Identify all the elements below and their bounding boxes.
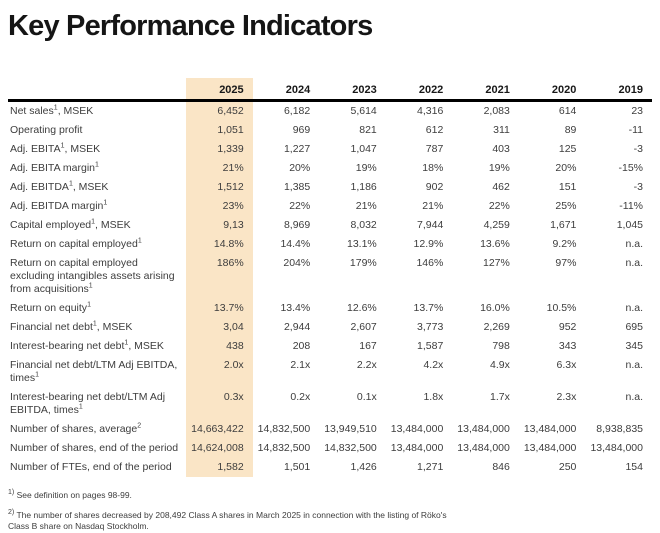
footnote-2-marker: 2) bbox=[8, 508, 15, 516]
row-label: Adj. EBITA$^1$, MSEK bbox=[10, 142, 101, 155]
cell-2020: 10.5% bbox=[546, 302, 577, 314]
footnote-reference: 1 bbox=[91, 218, 96, 226]
column-header-2024: 2024 bbox=[253, 78, 320, 101]
cell-2023: 13.1% bbox=[346, 238, 377, 250]
footnote-1-marker: 1) bbox=[8, 489, 15, 497]
table-row bbox=[8, 254, 652, 299]
cell-2022: 4.2x bbox=[423, 359, 444, 371]
row-label: Number of shares, end of the period bbox=[10, 442, 179, 454]
cell-2023: 167 bbox=[359, 340, 377, 352]
cell-2023: 13,949,510 bbox=[324, 423, 377, 435]
cell-2022: 18% bbox=[422, 162, 444, 174]
cell-2019: -3 bbox=[633, 181, 643, 193]
footnote-reference: 1 bbox=[60, 142, 65, 150]
cell-2019: n.a. bbox=[625, 391, 643, 403]
cell-2024: 1,501 bbox=[283, 461, 311, 473]
row-label: Net sales$^1$, MSEK bbox=[10, 104, 94, 117]
table-row bbox=[8, 178, 652, 197]
cell-2022: 787 bbox=[425, 143, 444, 155]
cell-2019: -11% bbox=[619, 200, 643, 212]
cell-2024: 208 bbox=[292, 340, 311, 352]
cell-2019: 23 bbox=[631, 105, 643, 117]
cell-2024: 6,182 bbox=[283, 105, 311, 117]
footnote-reference: 1 bbox=[35, 371, 39, 379]
footnotes bbox=[8, 490, 652, 533]
row-label: Financial net debt$^1$, MSEK bbox=[10, 320, 133, 333]
cell-2024: 22% bbox=[289, 200, 311, 212]
cell-2021: 4.9x bbox=[490, 359, 510, 371]
cell-2025: 2.0x bbox=[186, 356, 253, 388]
cell-2021: 403 bbox=[492, 143, 510, 155]
cell-2019: n.a. bbox=[625, 359, 643, 371]
cell-2024: 2.1x bbox=[290, 359, 311, 371]
cell-2022: 13,484,000 bbox=[390, 442, 444, 454]
cell-2025: 0.3x bbox=[186, 388, 253, 420]
cell-2024: 14,832,500 bbox=[257, 423, 311, 435]
row-label: Adj. EBITA margin$^1$ bbox=[10, 161, 99, 174]
cell-2020: 250 bbox=[558, 461, 577, 473]
cell-2025: 1,512 bbox=[186, 178, 253, 197]
cell-2019: -11 bbox=[628, 124, 643, 136]
table-row bbox=[8, 318, 652, 337]
cell-2019: 154 bbox=[625, 461, 643, 473]
cell-2022: 1.8x bbox=[423, 391, 444, 403]
cell-2022: 21% bbox=[422, 200, 444, 212]
cell-2024: 14,832,500 bbox=[257, 442, 311, 454]
table-header-row bbox=[8, 78, 652, 101]
cell-2021: 4,259 bbox=[483, 219, 510, 231]
cell-2025: 1,051 bbox=[186, 121, 253, 140]
cell-2019: n.a. bbox=[625, 302, 643, 314]
cell-2021: 846 bbox=[492, 461, 510, 473]
row-label: Return on equity$^1$ bbox=[10, 301, 91, 314]
cell-2023: 14,832,500 bbox=[324, 442, 377, 454]
row-label: Number of FTEs, end of the period bbox=[10, 461, 172, 473]
cell-2024: 20% bbox=[289, 162, 311, 174]
cell-2019: -3 bbox=[633, 143, 643, 155]
footnote-reference: 1 bbox=[124, 339, 129, 347]
cell-2021: 798 bbox=[492, 340, 510, 352]
cell-2025: 438 bbox=[186, 337, 253, 356]
footnote-reference: 1 bbox=[53, 104, 58, 112]
cell-2019: n.a. bbox=[625, 238, 643, 250]
cell-2024: 0.2x bbox=[290, 391, 311, 403]
table-row bbox=[8, 439, 652, 458]
cell-2020: 614 bbox=[558, 105, 577, 117]
row-label: Interest-bearing net debt/LTM Adj EBITDA, times$^1$ bbox=[10, 391, 166, 416]
cell-2019: 8,938,835 bbox=[596, 423, 643, 435]
cell-2022: 3,773 bbox=[417, 321, 444, 333]
table-row bbox=[8, 420, 652, 439]
page-title: Key Performance Indicators bbox=[8, 10, 373, 42]
cell-2019: -15% bbox=[618, 162, 643, 174]
cell-2023: 5,614 bbox=[350, 105, 377, 117]
cell-2022: 1,587 bbox=[417, 340, 444, 352]
cell-2021: 311 bbox=[493, 124, 510, 136]
footnote-2 bbox=[8, 510, 454, 533]
cell-2020: 2.3x bbox=[556, 391, 577, 403]
cell-2020: 25% bbox=[555, 200, 577, 212]
cell-2024: 1,227 bbox=[283, 143, 311, 155]
cell-2021: 127% bbox=[483, 257, 510, 269]
table-row bbox=[8, 159, 652, 178]
table-row bbox=[8, 299, 652, 318]
kpi-table bbox=[8, 78, 652, 477]
cell-2020: 89 bbox=[564, 124, 577, 136]
cell-2020: 97% bbox=[555, 257, 577, 269]
cell-2025: 14,663,422 bbox=[186, 420, 253, 439]
cell-2023: 12.6% bbox=[346, 302, 377, 314]
footnote-reference: 1 bbox=[78, 403, 83, 411]
footnote-reference: 1 bbox=[103, 199, 108, 207]
cell-2022: 4,316 bbox=[417, 105, 444, 117]
cell-2024: 204% bbox=[283, 257, 311, 269]
cell-2024: 1,385 bbox=[283, 181, 311, 193]
cell-2025: 13.7% bbox=[186, 299, 253, 318]
cell-2020: 952 bbox=[558, 321, 577, 333]
cell-2024: 2,944 bbox=[283, 321, 311, 333]
footnote-2-text: The number of shares decreased by 208,492 Class A shares in March 2025 in connection with the listing of Röko's Class B share on Nasdaq Stockholm. bbox=[8, 509, 447, 531]
cell-2021: 16.0% bbox=[480, 302, 510, 314]
row-label: Adj. EBITDA margin$^1$ bbox=[10, 199, 108, 212]
table-row bbox=[8, 140, 652, 159]
table-row bbox=[8, 121, 652, 140]
cell-2021: 2,269 bbox=[483, 321, 510, 333]
column-header-2023: 2023 bbox=[319, 78, 386, 101]
footnote-reference: 1 bbox=[68, 180, 73, 188]
cell-2023: 19% bbox=[355, 162, 377, 174]
cell-2025: 9,13 bbox=[186, 216, 253, 235]
cell-2022: 12.9% bbox=[413, 238, 444, 250]
cell-2019: 13,484,000 bbox=[590, 442, 643, 454]
cell-2024: 13.4% bbox=[280, 302, 311, 314]
cell-2022: 13,484,000 bbox=[390, 423, 444, 435]
column-header-metric bbox=[8, 78, 186, 101]
column-header-2020: 2020 bbox=[519, 78, 586, 101]
footnote-reference: 2 bbox=[137, 422, 142, 430]
table-row bbox=[8, 197, 652, 216]
cell-2021: 2,083 bbox=[483, 105, 510, 117]
cell-2022: 1,271 bbox=[417, 461, 444, 473]
kpi-table-body bbox=[8, 101, 652, 478]
cell-2021: 22% bbox=[488, 200, 510, 212]
row-label: Return on capital employed$^1$ bbox=[10, 237, 142, 250]
row-label: Interest-bearing net debt$^1$, MSEK bbox=[10, 339, 164, 352]
cell-2019: 1,045 bbox=[616, 219, 643, 231]
cell-2023: 821 bbox=[359, 124, 377, 136]
table-row bbox=[8, 235, 652, 254]
cell-2020: 1,671 bbox=[550, 219, 577, 231]
cell-2022: 902 bbox=[425, 181, 444, 193]
cell-2023: 1,186 bbox=[350, 181, 377, 193]
cell-2021: 19% bbox=[488, 162, 510, 174]
row-label: Number of shares, average$^2$ bbox=[10, 422, 142, 435]
cell-2023: 1,047 bbox=[350, 143, 377, 155]
cell-2019: 345 bbox=[625, 340, 643, 352]
cell-2022: 13.7% bbox=[413, 302, 444, 314]
cell-2019: n.a. bbox=[625, 257, 643, 269]
cell-2025: 6,452 bbox=[186, 101, 253, 122]
row-label: Operating profit bbox=[10, 124, 83, 136]
cell-2020: 151 bbox=[558, 181, 577, 193]
table-row bbox=[8, 337, 652, 356]
cell-2020: 13,484,000 bbox=[523, 442, 577, 454]
cell-2025: 1,339 bbox=[186, 140, 253, 159]
table-row bbox=[8, 458, 652, 477]
cell-2025: 3,04 bbox=[186, 318, 253, 337]
footnote-reference: 1 bbox=[87, 301, 91, 309]
table-row bbox=[8, 356, 652, 388]
row-label: Financial net debt/LTM Adj EBITDA, times$^1$ bbox=[10, 359, 178, 384]
cell-2023: 8,032 bbox=[350, 219, 377, 231]
row-label: Return on capital employed excluding intangibles assets arising from acquisitions$^1$ bbox=[10, 257, 175, 295]
cell-2023: 21% bbox=[355, 200, 377, 212]
cell-2020: 6.3x bbox=[556, 359, 577, 371]
cell-2023: 2.2x bbox=[356, 359, 377, 371]
cell-2019: 695 bbox=[625, 321, 643, 333]
cell-2025: 21% bbox=[186, 159, 253, 178]
table-row bbox=[8, 101, 652, 122]
cell-2024: 14.4% bbox=[280, 238, 311, 250]
cell-2025: 14,624,008 bbox=[186, 439, 253, 458]
column-header-2025: 2025 bbox=[186, 78, 253, 101]
cell-2022: 146% bbox=[416, 257, 444, 269]
cell-2020: 13,484,000 bbox=[523, 423, 577, 435]
cell-2021: 462 bbox=[492, 181, 510, 193]
cell-2021: 13.6% bbox=[480, 238, 510, 250]
cell-2023: 2,607 bbox=[350, 321, 377, 333]
row-label: Adj. EBITDA$^1$, MSEK bbox=[10, 180, 109, 193]
cell-2021: 13,484,000 bbox=[457, 442, 510, 454]
column-header-2022: 2022 bbox=[386, 78, 453, 101]
footnote-reference: 1 bbox=[95, 161, 99, 169]
table-row bbox=[8, 216, 652, 235]
column-header-2021: 2021 bbox=[452, 78, 519, 101]
cell-2022: 7,944 bbox=[417, 219, 444, 231]
cell-2023: 179% bbox=[349, 257, 377, 269]
cell-2024: 969 bbox=[292, 124, 311, 136]
cell-2025: 14.8% bbox=[186, 235, 253, 254]
cell-2021: 1.7x bbox=[490, 391, 510, 403]
column-header-2019: 2019 bbox=[585, 78, 652, 101]
cell-2024: 8,969 bbox=[283, 219, 311, 231]
cell-2025: 186% bbox=[186, 254, 253, 299]
cell-2025: 23% bbox=[186, 197, 253, 216]
row-label: Capital employed$^1$, MSEK bbox=[10, 218, 131, 231]
cell-2020: 9.2% bbox=[552, 238, 577, 250]
cell-2020: 343 bbox=[558, 340, 577, 352]
cell-2023: 0.1x bbox=[356, 391, 377, 403]
cell-2023: 1,426 bbox=[350, 461, 377, 473]
footnote-reference: 1 bbox=[137, 237, 142, 245]
cell-2020: 125 bbox=[558, 143, 577, 155]
cell-2020: 20% bbox=[555, 162, 577, 174]
footnote-reference: 1 bbox=[92, 320, 97, 328]
table-row bbox=[8, 388, 652, 420]
cell-2022: 612 bbox=[425, 124, 444, 136]
cell-2021: 13,484,000 bbox=[457, 423, 510, 435]
cell-2025: 1,582 bbox=[186, 458, 253, 477]
footnote-1-text: See definition on pages 98-99. bbox=[16, 490, 132, 500]
footnote-reference: 1 bbox=[88, 282, 93, 290]
